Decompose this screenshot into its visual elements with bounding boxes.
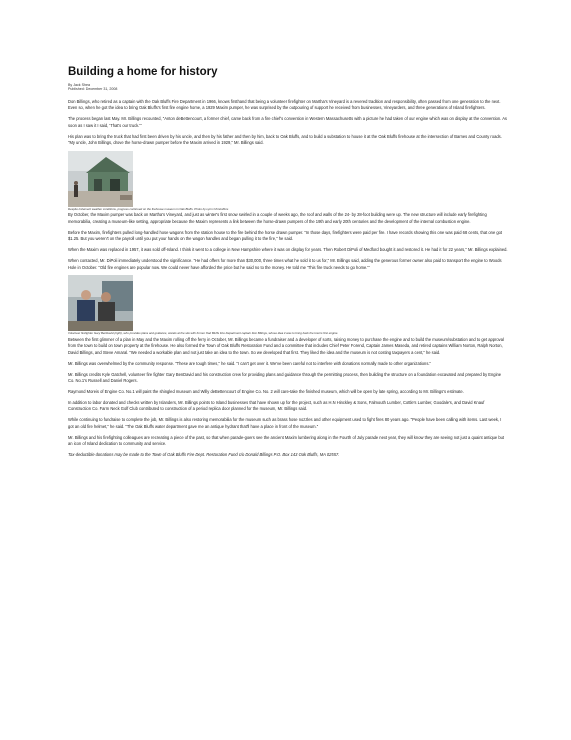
article-title: Building a home for history <box>68 66 218 78</box>
firefighters-photo <box>68 275 133 331</box>
paragraph: By October, the Maxim pumper was back on Martha's Vineyard, and just as winter's first snow swirled in a couple of weeks ago, the roof and walls of the 24- by 28-foot building were up. The new structure will include early firefighting memorabilia, creating a museum-like setting, appropriate because the Maxim represents a link between the horse-drawn pumpers of the 19th and early 20th centuries and the development of the internal combustion engine. <box>68 212 487 224</box>
paragraph: The process began last May. Mr. Billings recounted, "Anton deBettencourt, a former chief, came back from a fire chief's convention in Western Massachusetts with a picture he had taken of our engine which was on display at the convention. As soon as I saw it I said, 'That's our truck.'" <box>68 116 507 128</box>
paragraph: Don Billings, who retired as a captain with the Oak Bluffs Fire Department in 1966, knows firsthand that being a volunteer firefighter on Martha's Vineyard is a revered tradition and responsibility, often passed from one generation to the next. Even so, when he got the idea to bring Oak Bluffs's first fire engine home, a 1929 Maxim pumper, he was surprised by the outpouring of support he received from businesses, Vineyarders, and three generations of Island firefighters. <box>68 98 501 111</box>
paragraph: Before the Maxim, firefighters pulled long-handled hose wagons from the station house to the fire behind the horse drawn pumper. "In those days, firefighters were paid per fire. I have records showing this one was paid 68 cents, that one got $1.25. But you weren't on the payroll until you put your hands on the wagon handles and began pulling it to the fire," he said. <box>68 229 503 242</box>
paragraph: His plan was to bring the truck that had first been driven by his uncle, and then by his father and then by him, back to Oak Bluffs, and to build a substation to house it at the Oak Bluffs firehouse at the intersection of Barnes and County roads. "My uncle, John Billings, drove the horse-drawn pumper before the Maxim arrived in 1929," Mr. Billings said. <box>68 133 502 146</box>
paragraph: While continuing to fundraise to complete the job, Mr. Billings is also restoring memorabilia for the museum such as brass hose nozzles and other equipment used to fight fires 80 years ago. "People have been calling with items. Last week, I got an old fire helmet," he said. "The Oak Bluffs water department gave me an antique hydrant that'll have a place in front of the museum." <box>68 417 502 429</box>
photo-caption: Despite inclement weather conditions, progress continued on the firehouse museum in Oak Bluffs. Photo by Lynn Christoffers <box>68 206 229 211</box>
paragraph: Raymond Moreis of Engine Co. No.1 will paint the shingled museum and Willy deBettencourt of Engine Co. No. 2 will care-take the finished museum, which will be open by late spring, according to Mr. Billings's estimate. <box>68 389 464 395</box>
construction-photo <box>68 151 133 207</box>
paragraph: Mr. Billings credits Kyle Gatchell, volunteer fire fighter Gary BenDavid and his construction crew for providing plans and guidance through the permitting process, then building the structure on a foundation excavated and prepared by Engine Co. No.1's Russell and Daniel Rogers. <box>68 371 502 384</box>
paragraph: Mr. Billings was overwhelmed by the community response. "These are tough times," he said. "I can't get over it. We've been careful not to interfere with donations normally made to other organizations." <box>68 360 431 366</box>
article <box>68 66 508 463</box>
paragraph: Between the first glimmer of a plan in May and the Maxim rolling off the ferry in October, Mr. Billings became a fundraiser and a developer of sorts, raising money to purchase the engine and to build the museum/substation and to get approval from the town to build on town property at the firehouse. He also formed the Town of Oak Bluffs Restoration Fund and a committee that includes Chief Peter Forend, Captain James Maseda, and retired captains William Norton, Ralph Norton, David Billings, and Steve Amaral. "We needed a workable plan and not just take an idea to the town. So we developed that first. They liked the idea and the museum is not costing taxpayers a cent," he said. <box>68 336 504 355</box>
paragraph: In addition to labor donated and checks written by Islanders, Mr. Billings points to Island businesses that have shown up for the project, such as H.N Hinckley & Sons, Falmouth Lumber, Cottle's Lumber, Goodale's, and David Knauf Construction Co. Farm Neck Golf Club contributed to construction of a period replica door planned for the museum, Mr. Billings said. <box>68 399 485 412</box>
paragraph: When contacted, Mr. DiPoli immediately understood the significance. "He had offers for more than $30,000, three times what he sold it to us for," Mr. Billings said, adding the generous former owner also paid to transport the engine to Woods Hole in October. "Old fire engines are popular now. We could never have afforded the price but he said no to the money. He told me 'This fire truck needs to go home.'" <box>68 258 502 270</box>
photo-caption: Volunteer firefighter Gary BenDavid (right), who provides plans and guidance, stands at the site with former Oak Bluffs Fire Department captain Don Billings, whose idea it was to bring back the town's first engine. <box>68 331 339 336</box>
paragraph: When the Maxim was replaced in 1957, it was sold off-Island. I think it went to a college in New Hampshire where it was on display for years. Then Robert DiPoli of Medford bought it and restored it. He had it for 22 years," Mr. Billings explained. <box>68 247 508 253</box>
paragraph: Mr. Billings and his firefighting colleagues are recreating a piece of the past, so that when parade-goers see the ancient Maxim lumbering along in the Fourth of July parade next year, they will know they are seeing not just a quaint antique but an icon of Island dedication to community and service. <box>68 434 505 447</box>
donation-note: Tax-deductible donations may be made to the Town of Oak Bluffs Fire Dept. Restoration Fund c/o Donald Billings P.O. Box 143 Oak Bluffs, MA 02557. <box>68 452 340 458</box>
publish-date: Published: December 31, 2008 <box>68 87 118 92</box>
byline: By Jack Shea <box>68 83 90 87</box>
